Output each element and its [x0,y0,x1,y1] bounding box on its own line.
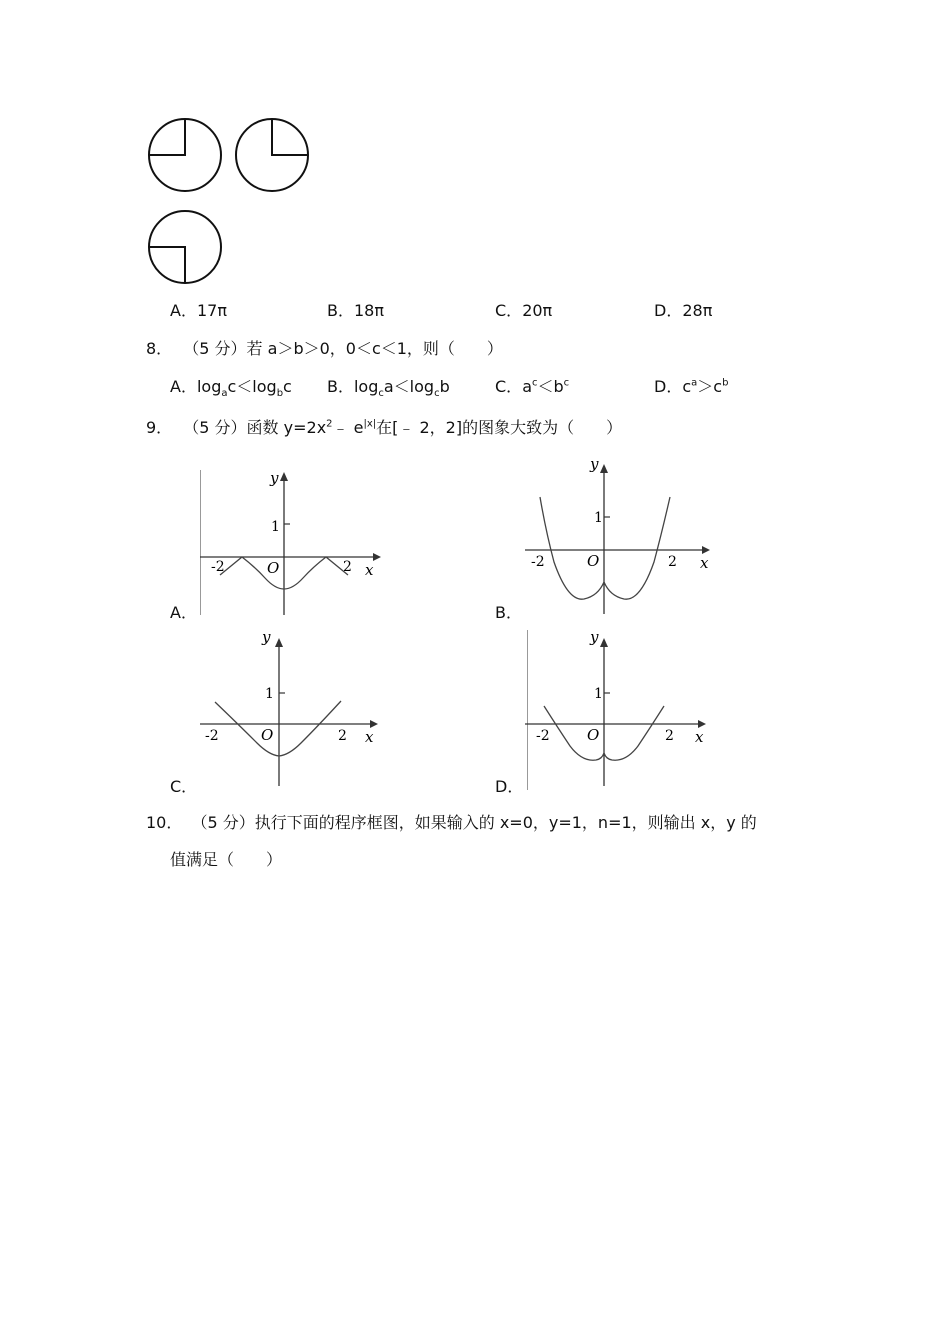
q7-option-d[interactable] [654,298,712,321]
question-8 [146,336,503,359]
y-tick-label: 1 [271,519,280,535]
x-tick-neg-label: -2 [536,728,550,744]
option-mid: a＜log [383,377,435,396]
question-10 [146,810,757,833]
question-10-line2: 值满足（ ） [170,850,283,869]
y-axis-label: y [270,469,279,487]
front-view-circle [149,119,221,191]
log-base: b [276,388,284,400]
graph-c-curve [215,701,341,756]
text-part: ﹣ e [332,418,364,437]
question-text: （5 分）执行下面的程序框图，如果输入的 x=0，y=1，n=1，则输出 x，y 的 [191,813,757,832]
option-mid: c＜log [227,377,277,396]
option-text: 18π [353,301,384,320]
graph-d[interactable] [520,628,720,788]
power-base: a [522,377,532,396]
log-text: log [353,377,379,396]
option-text: 20π [522,301,553,320]
q7-option-c[interactable] [495,298,552,321]
power-base: c [682,377,692,396]
q8-option-a[interactable] [170,374,292,399]
text-part: （5 分）函数 y=2x [183,418,327,437]
exponent: |x| [363,418,377,430]
text-part: 在[﹣ 2，2]的图象大致为（ ） [376,418,623,437]
graph-c-label[interactable]: C． [170,777,198,796]
y-axis-label: y [590,628,599,646]
y-axis-label: y [590,455,599,473]
option-letter: D． [654,301,683,320]
x-tick-pos-label: 2 [338,728,347,744]
x-tick-pos-label: 2 [343,559,352,575]
origin-label: O [587,552,600,570]
x-axis-label: x [700,554,709,572]
power-exponent: c [563,377,570,389]
option-letter: D． [654,377,683,396]
side-view-circle [236,119,308,191]
graph-d-label[interactable]: D． [495,777,524,796]
x-tick-neg-label: -2 [205,728,219,744]
log-base: a [221,388,228,400]
question-text: （5 分）若 a＞b＞0，0＜c＜1，则（ ） [183,339,503,358]
three-view-figure [140,112,320,292]
power-exponent: b [722,377,729,389]
option-end: c [283,377,292,396]
option-text: 28π [682,301,713,320]
exponent: 2 [326,418,333,430]
graph-b-label[interactable]: B． [495,603,522,622]
power-exponent: a [691,377,698,389]
option-mid: ＞c [697,377,723,396]
question-number: 8． [146,339,173,358]
option-letter: C． [495,301,523,320]
origin-label: O [267,559,280,577]
log-base: c [434,388,440,400]
q7-option-b[interactable] [327,298,384,321]
q8-option-d[interactable] [654,374,728,397]
option-letter: A． [170,377,197,396]
question-number: 9． [146,418,173,437]
option-letter: C． [495,377,523,396]
power-exponent: c [532,377,538,389]
x-axis-label: x [365,728,374,746]
graph-c[interactable] [195,628,395,788]
q8-option-b[interactable] [327,374,450,399]
y-tick-label: 1 [265,686,274,702]
q8-option-c[interactable] [495,374,569,397]
graph-a[interactable] [195,465,395,620]
x-axis-label: x [695,728,704,746]
origin-label: O [587,726,600,744]
x-tick-pos-label: 2 [668,554,677,570]
option-mid: ＜b [537,377,564,396]
log-base: c [378,388,384,400]
option-letter: B． [327,377,354,396]
y-tick-label: 1 [594,510,603,526]
question-text [183,418,622,437]
question-9 [146,415,622,438]
y-tick-label: 1 [594,686,603,702]
x-tick-pos-label: 2 [665,728,674,744]
q7-option-a[interactable] [170,298,227,321]
graph-a-label[interactable]: A． [170,603,197,622]
question-number: 10． [146,813,183,832]
graph-b[interactable] [520,452,720,620]
option-letter: B． [327,301,354,320]
option-letter: A． [170,301,197,320]
top-view-circle [149,211,221,283]
graph-b-curve [540,497,670,599]
option-end: b [439,377,450,396]
x-axis-label: x [365,561,374,579]
x-tick-neg-label: -2 [211,559,225,575]
option-text: 17π [196,301,227,320]
x-tick-neg-label: -2 [531,554,545,570]
y-axis-label: y [262,628,271,646]
log-text: log [196,377,222,396]
origin-label: O [261,726,274,744]
